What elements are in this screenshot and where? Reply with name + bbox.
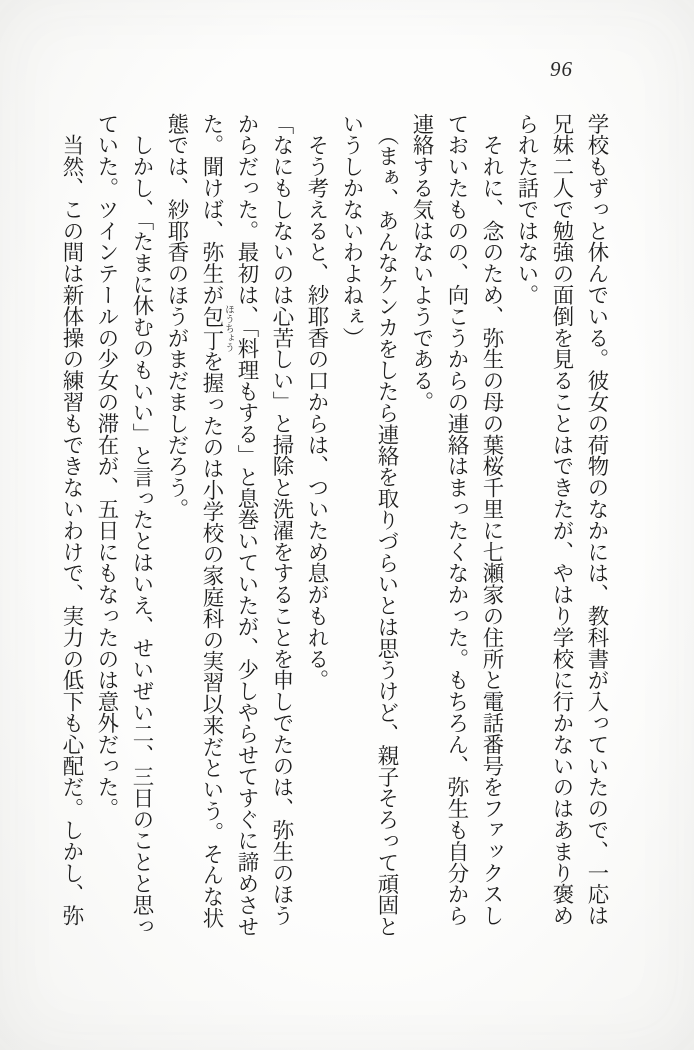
- paragraph-5: [159, 113, 299, 943]
- page-number: 96: [550, 57, 573, 81]
- paragraph-2: それに、念のため、弥生の母の葉桜千里に七瀬家の住所と電話番号をファックスしておいたものの、向こうからの連絡はまったくなかった。もちろん、弥生も自分から連絡する気はないようである。: [410, 113, 504, 927]
- furigana-annotation: [200, 304, 233, 352]
- furigana-reading: ほうちょう: [223, 304, 233, 352]
- body-text: [52, 113, 614, 943]
- paragraph-5-post: を握ったのは小学校の家庭科の実習以来だという。そんな状態では、紗耶香のほうがまだましだろう。: [165, 113, 224, 929]
- paragraph-1: 学校もずっと休んでいる。彼女の荷物のなかには、教科書が入っていたので、一応は兄妹二人で勉強の面倒を見ることはできたが、やはり学校に行かないのはあまり褒められた話ではない。: [515, 113, 609, 927]
- paragraph-4: そう考えると、紗耶香の口からは、ついため息がもれる。: [305, 113, 329, 691]
- paragraph-6: しかし、「たまに休むのもいい」と言ったとはいえ、せいぜい二、三日のことと思っていた。ツインテールの少女の滞在が、五日にもなったのは意外だった。: [95, 113, 154, 937]
- paragraph-7: 当然、この間は新体操の練習もできないわけで、実力の低下も心配だ。しかし、弥: [60, 113, 84, 927]
- paragraph-3-monologue: （まぁ、あんなケンカをしたら連絡を取りづらいとは思うけど、親子そろって頑固というしかないわよねぇ）: [340, 113, 399, 937]
- furigana-base: 包丁: [200, 304, 224, 352]
- paragraph-5-pre: 「なにもしないのは心苦しい」と掃除と洗濯をすることを申しでたのは、弥生のほうからだった。最初は、「料理もする」と息巻いていたが、少しやらせてすぐに諦めさせた。聞けば、弥生が: [200, 113, 294, 937]
